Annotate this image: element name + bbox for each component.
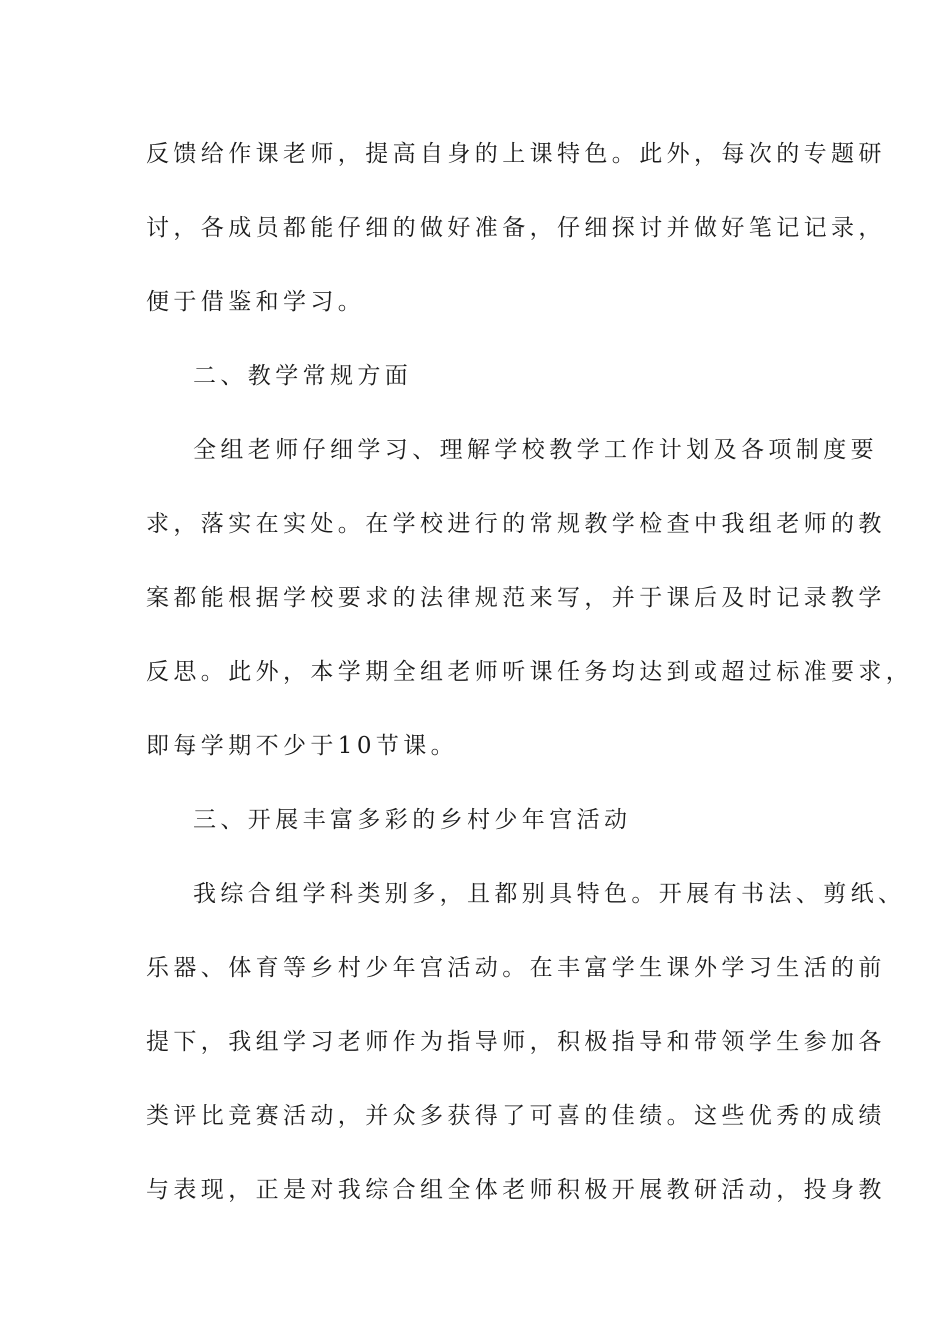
paragraph-line: 便于借鉴和学习。 [146,289,366,315]
paragraph-line: 与表现，正是对我综合组全体老师积极开展教研活动，投身教 [146,1177,886,1203]
paragraph-line: 我综合组学科类别多，且都别具特色。开展有书法、剪纸、 [193,881,906,907]
paragraph-line: 反思。此外，本学期全组老师听课任务均达到或超过标准要求， [146,659,914,685]
paragraph-line: 类评比竞赛活动，并众多获得了可喜的佳绩。这些优秀的成绩 [146,1103,886,1129]
paragraph-line: 全组老师仔细学习、理解学校教学工作计划及各项制度要 [193,437,878,463]
paragraph-line: 即每学期不少于10节课。 [146,733,459,759]
paragraph-line: 反馈给作课老师，提高自身的上课特色。此外，每次的专题研 [146,141,886,167]
paragraph-line: 求，落实在实处。在学校进行的常规教学检查中我组老师的教 [146,511,886,537]
paragraph-line: 案都能根据学校要求的法律规范来写，并于课后及时记录教学 [146,585,886,611]
paragraph-line: 讨，各成员都能仔细的做好准备，仔细探讨并做好笔记记录， [146,215,886,241]
section-heading: 三、开展丰富多彩的乡村少年宫活动 [193,807,632,833]
paragraph-line: 提下，我组学习老师作为指导师，积极指导和带领学生参加各 [146,1029,886,1055]
section-heading: 二、教学常规方面 [193,363,413,389]
paragraph-line: 乐器、体育等乡村少年宫活动。在丰富学生课外学习生活的前 [146,955,886,981]
